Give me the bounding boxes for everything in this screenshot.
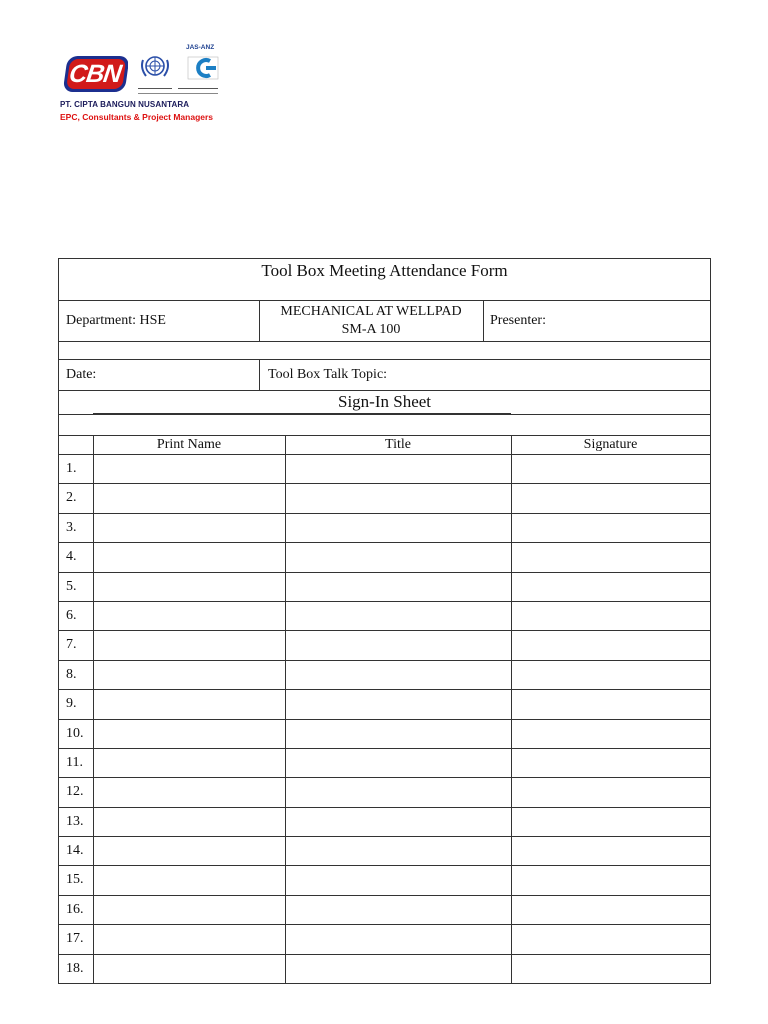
row-number: 8. (66, 666, 77, 682)
signature-cell[interactable] (511, 543, 710, 571)
attendance-form (58, 258, 711, 984)
table-row (58, 514, 711, 543)
print-name-cell[interactable] (93, 690, 285, 718)
signature-cell[interactable] (511, 690, 710, 718)
signature-cell[interactable] (511, 896, 710, 924)
certification-mark-icon (184, 48, 224, 84)
attendance-rows (58, 455, 711, 984)
signature-cell[interactable] (511, 661, 710, 689)
form-title-row (58, 258, 711, 301)
activity-line-2: SM-A 100 (341, 322, 401, 337)
table-row (58, 602, 711, 631)
col-signature: Signature (583, 437, 638, 452)
title-cell[interactable] (285, 543, 511, 571)
signature-cell[interactable] (511, 631, 710, 659)
title-cell[interactable] (285, 749, 511, 777)
row-number: 11. (66, 754, 83, 770)
company-tagline: EPC, Consultants & Project Managers (60, 112, 214, 122)
certificate-fineprint (138, 88, 172, 89)
row-number: 13. (66, 813, 84, 829)
signature-cell[interactable] (511, 573, 710, 601)
print-name-cell[interactable] (93, 543, 285, 571)
column-header-row (58, 436, 711, 455)
title-cell[interactable] (285, 631, 511, 659)
signature-cell[interactable] (511, 955, 710, 983)
title-cell[interactable] (285, 573, 511, 601)
signature-cell[interactable] (511, 484, 710, 512)
print-name-cell[interactable] (93, 455, 285, 483)
activity-field[interactable] (259, 303, 483, 339)
activity-line-1: MECHANICAL AT WELLPAD (280, 304, 462, 319)
row-number: 14. (66, 843, 84, 859)
sign-in-title: Sign-In Sheet (337, 392, 432, 411)
spacer-row (58, 342, 711, 360)
company-name: PT. CIPTA BANGUN NUSANTARA (60, 100, 190, 109)
col-title: Title (385, 437, 411, 452)
signature-cell[interactable] (511, 837, 710, 865)
print-name-cell[interactable] (93, 925, 285, 953)
title-cell[interactable] (285, 896, 511, 924)
signature-cell[interactable] (511, 778, 710, 806)
col-print-name: Print Name (156, 437, 222, 452)
row-number: 6. (66, 607, 77, 623)
print-name-cell[interactable] (93, 602, 285, 630)
row-number: 17. (66, 931, 84, 947)
title-cell[interactable] (285, 602, 511, 630)
row-number: 10. (66, 725, 84, 741)
signature-cell[interactable] (511, 925, 710, 953)
row-number: 5. (66, 578, 77, 594)
company-logo-block (58, 44, 238, 128)
print-name-cell[interactable] (93, 896, 285, 924)
signature-cell[interactable] (511, 602, 710, 630)
date-topic-row (58, 360, 711, 391)
cbn-logo-text: CBN (67, 59, 123, 88)
title-cell[interactable] (285, 808, 511, 836)
print-name-cell[interactable] (93, 808, 285, 836)
title-cell[interactable] (285, 720, 511, 748)
title-cell[interactable] (285, 514, 511, 542)
row-number: 18. (66, 960, 84, 976)
table-row (58, 455, 711, 484)
table-row (58, 690, 711, 719)
table-row (58, 866, 711, 895)
print-name-cell[interactable] (93, 837, 285, 865)
row-number: 4. (66, 549, 77, 565)
table-row (58, 778, 711, 807)
row-number: 15. (66, 872, 84, 888)
table-row (58, 808, 711, 837)
sign-in-header-row (58, 391, 711, 415)
signature-cell[interactable] (511, 720, 710, 748)
row-number: 1. (66, 461, 77, 476)
print-name-cell[interactable] (93, 514, 285, 542)
certificate-fineprint (178, 88, 218, 89)
table-row (58, 661, 711, 690)
table-row (58, 543, 711, 572)
print-name-cell[interactable] (93, 573, 285, 601)
blank-row (58, 415, 711, 436)
print-name-cell[interactable] (93, 720, 285, 748)
title-cell[interactable] (285, 955, 511, 983)
table-row (58, 837, 711, 866)
table-row (58, 573, 711, 602)
print-name-cell[interactable] (93, 749, 285, 777)
signature-cell[interactable] (511, 455, 710, 483)
signature-cell[interactable] (511, 866, 710, 894)
print-name-cell[interactable] (93, 631, 285, 659)
title-cell[interactable] (285, 484, 511, 512)
print-name-cell[interactable] (93, 866, 285, 894)
signature-cell[interactable] (511, 749, 710, 777)
print-name-cell[interactable] (93, 484, 285, 512)
date-field[interactable]: Date: (66, 367, 97, 382)
signature-cell[interactable] (511, 514, 710, 542)
row-number: 9. (66, 696, 77, 712)
row-number: 3. (66, 519, 77, 535)
row-number: 7. (66, 637, 77, 653)
row-number: 12. (66, 784, 84, 800)
title-cell[interactable] (285, 925, 511, 953)
print-name-cell[interactable] (93, 661, 285, 689)
form-title: Tool Box Meeting Attendance Form (261, 261, 508, 280)
table-row (58, 925, 711, 954)
title-cell[interactable] (285, 690, 511, 718)
print-name-cell[interactable] (93, 955, 285, 983)
table-row (58, 484, 711, 513)
print-name-cell[interactable] (93, 778, 285, 806)
title-cell[interactable] (285, 455, 511, 483)
table-row (58, 720, 711, 749)
signature-cell[interactable] (511, 808, 710, 836)
title-cell[interactable] (285, 778, 511, 806)
table-row (58, 896, 711, 925)
table-row (58, 749, 711, 778)
table-row (58, 631, 711, 660)
title-cell[interactable] (285, 866, 511, 894)
topic-field[interactable]: Tool Box Talk Topic: (268, 367, 388, 382)
department-row (58, 301, 711, 342)
globe-emblem-icon (138, 52, 172, 82)
title-cell[interactable] (285, 661, 511, 689)
department-field[interactable]: Department: HSE (66, 313, 166, 328)
table-row (58, 955, 711, 984)
row-number: 2. (66, 490, 77, 506)
presenter-field[interactable]: Presenter: (490, 313, 546, 328)
jas-anz-label: JAS-ANZ (186, 44, 215, 51)
certificate-fineprint (138, 93, 218, 94)
row-number: 16. (66, 901, 84, 917)
title-cell[interactable] (285, 837, 511, 865)
